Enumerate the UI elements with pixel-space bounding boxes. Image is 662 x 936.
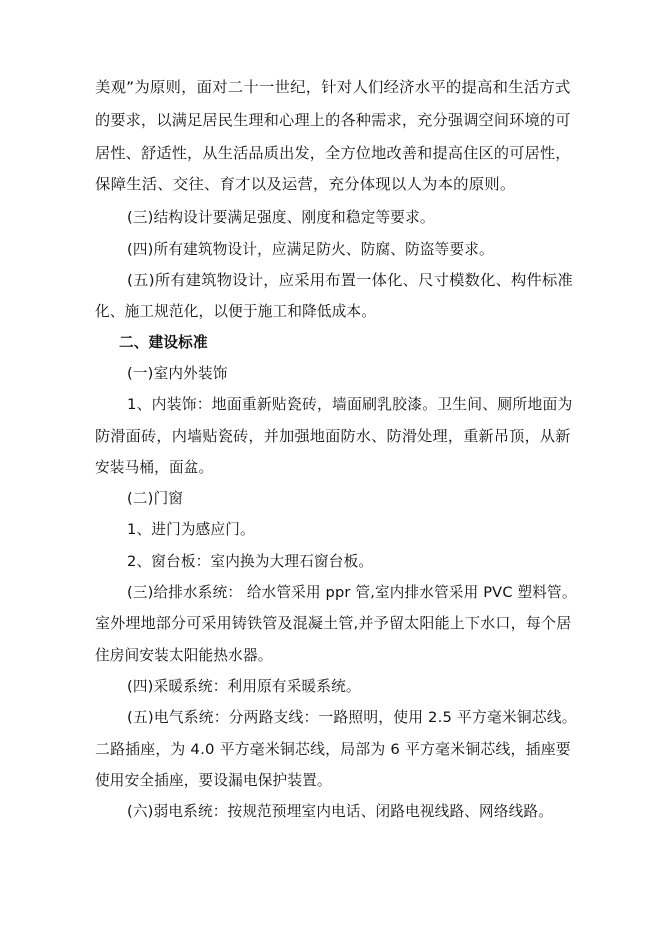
body-line: (三)结构设计要满足强度、刚度和稳定等要求。 [127, 209, 435, 226]
body-line: 住房间安装太阳能热水器。 [95, 647, 273, 664]
body-line: 1、进门为感应门。 [127, 521, 255, 538]
body-line: (三)给排水系统： 给水管采用 ppr 管,室内排水管采用 PVC 塑料管。 [127, 584, 577, 601]
body-line: (四)所有建筑物设计，应满足防火、防腐、防盗等要求。 [127, 241, 494, 258]
body-line: (一)室内外装饰 [127, 365, 228, 382]
body-line: 1、内装饰：地面重新贴瓷砖，墙面刷乳胶漆。卫生间、厕所地面为 [127, 396, 573, 413]
body-line: 的要求，以满足居民生理和心理上的各种需求，充分强调空间环境的可 [95, 112, 571, 129]
body-line: 保障生活、交往、育才以及运营，充分体现以人为本的原则。 [95, 176, 516, 193]
body-line: (五)所有建筑物设计，应采用布置一体化、尺寸模数化、构件标准 [127, 272, 574, 289]
body-line: 居性、舒适性，从生活品质出发，全方位地改善和提高住区的可居性， [95, 145, 571, 162]
body-line: 2、窗台板：室内换为大理石窗台板。 [127, 553, 374, 570]
body-line: (六)弱电系统：按规范预埋室内电话、闭路电视线路、网络线路。 [127, 803, 554, 820]
body-line: 安装马桶，面盆。 [95, 459, 214, 476]
body-line: 美观”为原则，面对二十一世纪，针对人们经济水平的提高和生活方式 [95, 79, 571, 96]
body-line: (二)门窗 [127, 490, 184, 507]
body-line: 室外埋地部分可采用铸铁管及混凝土管,并予留太阳能上下水口，每个居 [95, 615, 572, 632]
body-line: 二路插座，为 4.0 平方毫米铜芯线，局部为 6 平方毫米铜芯线，插座要 [95, 741, 571, 758]
body-line: 防滑面砖，内墙贴瓷砖，并加强地面防水、防滑处理，重新吊顶，从新 [95, 428, 571, 445]
body-line: 使用安全插座，要设漏电保护装置。 [95, 772, 332, 789]
body-line: (五)电气系统：分两路支线：一路照明，使用 2.5 平方毫米铜芯线。 [127, 709, 577, 726]
body-line: 化、施工规范化，以便于施工和降低成本。 [95, 303, 377, 320]
body-line: (四)采暖系统：利用原有采暖系统。 [127, 678, 361, 695]
section-heading: 二、建设标准 [119, 334, 208, 351]
